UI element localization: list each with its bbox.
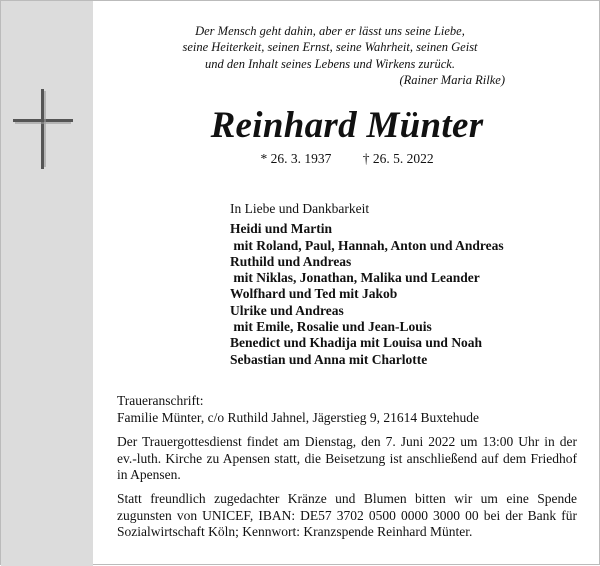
family-intro: In Liebe und Dankbarkeit	[230, 201, 370, 216]
cross-icon	[13, 89, 73, 169]
grey-sidebar	[1, 1, 93, 566]
birth-date: * 26. 3. 1937	[260, 151, 332, 166]
quote-line: Der Mensch geht dahin, aber er lässt uns seine Liebe,	[195, 24, 465, 38]
address-block	[117, 393, 577, 426]
family-line: Benedict und Khadija mit Louisa und Noah	[230, 335, 483, 351]
deceased-name: Reinhard Münter	[210, 105, 484, 146]
family-line: mit Emile, Rosalie und Jean-Louis	[230, 319, 432, 335]
quote-line: und den Inhalt seines Lebens und Wirkens zurück.	[205, 56, 455, 71]
family-line: Sebastian und Anna mit Charlotte	[230, 351, 428, 367]
family-line: Ruthild und Andreas	[230, 253, 352, 269]
service-text: Der Trauergottesdienst findet am Dienstag, den 7. Juni 2022 um 13:00 Uhr in der ev.-luth. Kirche zu Apensen statt, die Beisetzung ist anschließend auf dem Friedhof in Apensen.	[117, 434, 577, 482]
family-line: mit Niklas, Jonathan, Malika und Leander	[230, 270, 480, 286]
address-text: Familie Münter, c/o Ruthild Jahnel, Jägerstieg 9, 21614 Buxtehude	[117, 409, 480, 425]
family-line: Wolfhard und Ted mit Jakob	[230, 286, 398, 302]
family-line: mit Roland, Paul, Hannah, Anton und Andreas	[230, 237, 504, 253]
service-info	[117, 434, 577, 484]
death-date: † 26. 5. 2022	[362, 151, 434, 166]
rilke-quote	[151, 23, 509, 89]
life-dates	[93, 151, 600, 167]
donation-info	[117, 491, 577, 541]
quote-author: (Rainer Maria Rilke)	[399, 73, 505, 88]
family-line: Ulrike und Andreas	[230, 302, 344, 318]
quote-line: seine Heiterkeit, seinen Ernst, seine Wahrheit, seinen Geist	[182, 40, 478, 55]
donation-text: Statt freundlich zugedachter Kränze und Blumen bitten wir um eine Spende zugunsten von UNICEF, IBAN: DE57 3702 0500 0000 3000 00 bei der Bank für Sozialwirtschaft Köln; Kennwort: Kranzspende Reinhard Münter.	[117, 491, 577, 539]
address-label: Traueranschrift:	[117, 393, 204, 408]
family-list	[230, 201, 504, 368]
family-line: Heidi und Martin	[230, 221, 333, 237]
